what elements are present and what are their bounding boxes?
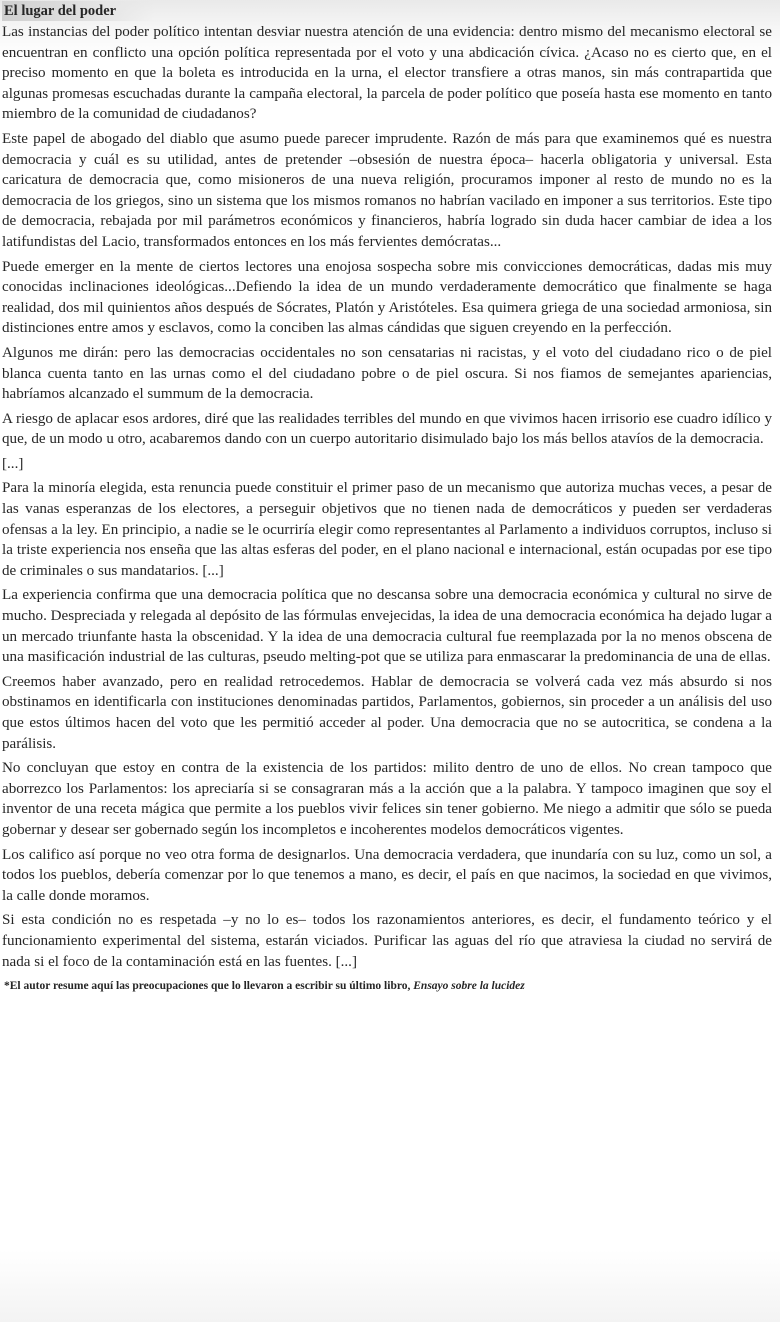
footnote-book-title: Ensayo sobre la lucidez: [413, 980, 525, 993]
article-title: El lugar del poder: [2, 1, 154, 21]
paragraph-8: Creemos haber avanzado, pero en realidad retrocedemos. Hablar de democracia se volverá cada vez más absurdo si nos obstinamos en identificarla con instituciones denominadas partidos, Parlamentos, gobiernos, sin proceder a un análisis del uso que estos últimos hacen del voto que les permitió acceder al poder. Una democracia que no se autocritica, se condena a la parálisis.: [2, 673, 772, 752]
paragraph-5: A riesgo de aplacar esos ardores, diré que las realidades terribles del mundo en que vivimos hacen irrisorio ese cuadro idílico y que, de un modo u otro, acabaremos dando con un cuerpo autoritario disimulado bajo los más bellos atavíos de la democracia.: [2, 410, 772, 448]
paragraph-6: Para la minoría elegida, esta renuncia puede constituir el primer paso de un mecanismo que autoriza muchas veces, a pesar de las vanas esperanzas de los electores, a perseguir objetivos que no tienen nada de democráticos y pueden ser verdaderas ofensas a la ley. En principio, a nadie se le ocurriría elegir como representantes al Parlamento a individuos corruptos, incluso si la triste experiencia nos enseña que las altas esferas del poder, en el plano nacional e internacional, están ocupadas por ese tipo de criminales o sus mandatarios. [...]: [2, 480, 772, 579]
paragraph-1: Las instancias del poder político intentan desviar nuestra atención de una evidencia: dentro mismo del mecanismo electoral se encuentran en conflicto una opción política representada por el voto y una abdicación cívica. ¿Acaso no es cierto que, en el preciso momento en que la boleta es introducida en la urna, el elector transfiere a otras manos, sin más contrapartida que algunas promesas escuchadas durante la campaña electoral, la parcela de poder político que poseía hasta ese momento en tanto miembro de la comunidad de ciudadanos?: [2, 24, 772, 123]
ellipsis-marker: [...]: [2, 455, 24, 472]
footnote: [2, 978, 772, 994]
footnote-text: *El autor resume aquí las preocupaciones que lo llevaron a escribir su último libro,: [4, 980, 411, 993]
paragraph-10: Los califico así porque no veo otra forma de designarlos. Una democracia verdadera, que inundaría con su luz, como un sol, a todos los pueblos, debería comenzar por lo que tenemos a mano, es decir, el país en que nacimos, la sociedad en que vivimos, la calle donde moramos.: [2, 846, 772, 904]
paragraph-11: Si esta condición no es respetada –y no lo es– todos los razonamientos anteriores, es decir, el fundamento teórico y el funcionamiento experimental del sistema, estarán viciados. Purificar las aguas del río que atraviesa la ciudad no servirá de nada si el foco de la contaminación está en las fuentes. [...]: [2, 912, 772, 970]
paragraph-7: La experiencia confirma que una democracia política que no descansa sobre una democracia económica y cultural no sirve de mucho. Despreciada y relegada al depósito de las fórmulas envejecidas, la idea de una democracia económica ha dejado lugar a un mercado triunfante hasta la obscenidad. Y la idea de una democracia cultural fue reemplazada por la no menos obscena de una masificación industrial de las culturas, pseudo melting-pot que se utiliza para enmascarar la predominancia de una de ellas.: [2, 587, 772, 666]
paragraph-3: Puede emerger en la mente de ciertos lectores una enojosa sospecha sobre mis convicciones democráticas, dadas mis muy conocidas inclinaciones ideológicas...Defiendo la idea de un mundo verdaderamente democrático que finalmente se haga realidad, dos mil quinientos años después de Sócrates, Platón y Aristóteles. Esa quimera griega de una sociedad armoniosa, sin distinciones entre amos y esclavos, como la conciben las almas cándidas que siguen creyendo en la perfección.: [2, 258, 772, 337]
paragraph-9: No concluyan que estoy en contra de la existencia de los partidos: milito dentro de uno de ellos. No crean tampoco que aborrezco los Parlamentos: los apreciaría si se consagraran más a la acción que a la palabra. Y tampoco imaginen que soy el inventor de una receta mágica que permite a los pueblos vivir felices sin tener gobierno. Me niego a admitir que sólo se pueda gobernar y desear ser gobernado según los incompletos e incoherentes modelos democráticos vigentes.: [2, 760, 772, 838]
paragraph-4: Algunos me dirán: pero las democracias occidentales no son censatarias ni racistas, y el voto del ciudadano rico o de piel blanca cuenta tanto en las urnas como el del ciudadano pobre o de piel oscura. Si nos fiamos de semejantes apariencias, habríamos alcanzado el summum de la democracia.: [2, 344, 772, 403]
paragraph-2: Este papel de abogado del diablo que asumo puede parecer imprudente. Razón de más para que examinemos qué es nuestra democracia y cuál es su utilidad, antes de pretender –obsesión de nuestra época– hacerla obligatoria y universal. Esta caricatura de democracia que, como misioneros de una nueva religión, procuramos imponer al resto de mundo no es la democracia de los griegos, sino un sistema que los mismos romanos no habrían vacilado en imponer a sus territorios. Este tipo de democracia, rebajada por mil parámetros económicos y financieros, habría logrado sin duda hacer cambiar de idea a los latifundistas del Lacio, transformados entonces en los más fervientes demócratas...: [2, 130, 772, 250]
